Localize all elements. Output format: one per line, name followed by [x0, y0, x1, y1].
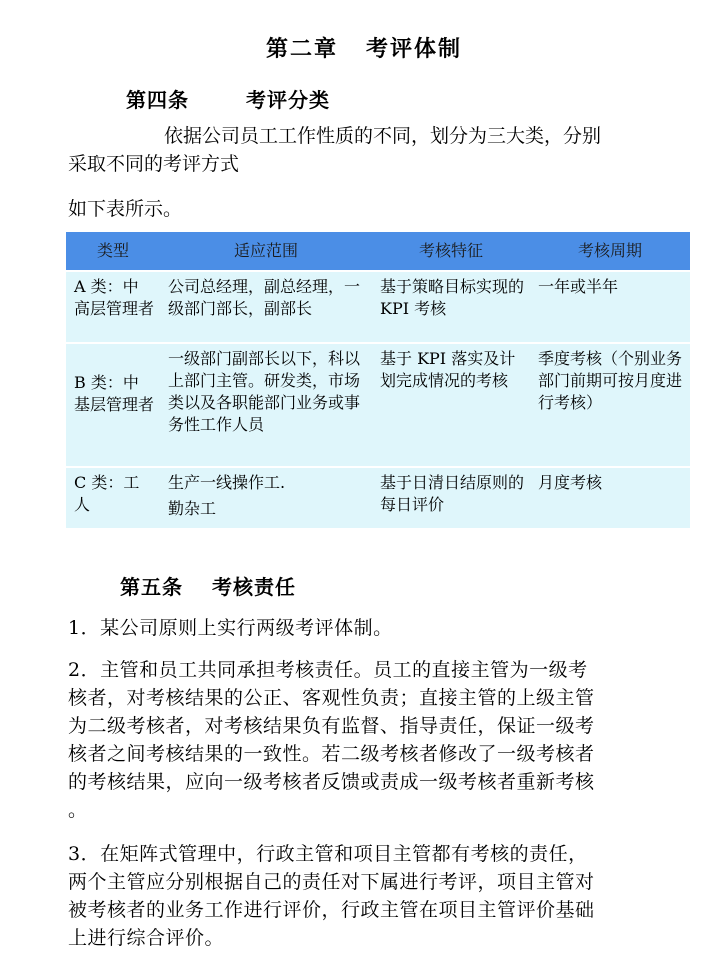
- cell-period: 一年或半年: [530, 271, 690, 343]
- article4-intro-line2: 采取不同的考评方式: [68, 153, 240, 175]
- article5-line: 核者，对考核结果的公正、客观性负责；直接主管的上级主管: [68, 687, 595, 709]
- cell-period: 季度考核（个别业务部门前期可按月度进行考核）: [530, 343, 690, 467]
- article5-line: 1．某公司原则上实行两级考评体制。: [68, 617, 393, 639]
- cell-scope: [160, 467, 372, 529]
- article5-line: 核者之间考核结果的一致性。若二级考核者修改了一级考核者: [68, 743, 595, 765]
- article5-line: 的考核结果，应向一级考核者反馈或责成一级考核者重新考核: [68, 771, 595, 793]
- article5-line: 。: [68, 799, 88, 821]
- header-period: 考核周期: [530, 232, 690, 271]
- article5-line: 上进行综合评价。: [68, 927, 225, 949]
- cell-feature: 基于 KPI 落实及计划完成情况的考核: [372, 343, 530, 467]
- article5-line: 为二级考核者，对考核结果负有监督、指导责任，保证一级考: [68, 715, 595, 737]
- cell-feature: 基于策略目标实现的 KPI 考核: [372, 271, 530, 343]
- cell-type-text: B 类：中基层管理者: [74, 373, 155, 414]
- table-row: [66, 467, 690, 529]
- cell-scope-line2: 勤杂工: [168, 499, 217, 518]
- header-scope: 适应范围: [160, 232, 372, 271]
- chapter-number: 第二章: [265, 36, 338, 62]
- cell-type: C 类：工人: [66, 467, 160, 529]
- cell-scope: 一级部门副部长以下，科以上部门主管。研发类，市场类以及各职能部门业务或事务性工作人员: [160, 343, 372, 467]
- table-header-row: [66, 232, 690, 271]
- article5-line: 2．主管和员工共同承担考核责任。员工的直接主管为一级考: [68, 659, 588, 681]
- cell-scope-line1: 生产一线操作工.: [168, 473, 286, 492]
- article4-intro-line1: 依据公司员工工作性质的不同，划分为三大类，分别: [164, 125, 602, 147]
- cell-type: [66, 343, 160, 467]
- article5-line: 3．在矩阵式管理中，行政主管和项目主管都有考核的责任，: [68, 843, 588, 865]
- article5-title: 考核责任: [212, 575, 296, 599]
- chapter-title: [0, 32, 728, 63]
- article4-heading: 第四条: [126, 88, 189, 112]
- cell-feature: 基于日清日结原则的每日评价: [372, 467, 530, 529]
- article5-line: 两个主管应分别根据自己的责任对下属进行考评，项目主管对: [68, 871, 595, 893]
- header-feature: 考核特征: [372, 232, 530, 271]
- table-row: [66, 343, 690, 467]
- cell-scope: 公司总经理，副总经理，一级部门部长，副部长: [160, 271, 372, 343]
- chapter-name: 考评体制: [366, 36, 463, 62]
- article4-intro-line3: 如下表所示。: [68, 198, 183, 220]
- classification-table: [66, 232, 690, 530]
- article5-line: 被考核者的业务工作进行评价，行政主管在项目主管评价基础: [68, 899, 595, 921]
- header-type: 类型: [66, 232, 160, 271]
- article4-title: 考评分类: [246, 88, 330, 112]
- cell-period: 月度考核: [530, 467, 690, 529]
- article5-heading: 第五条: [120, 575, 183, 599]
- cell-type: A 类：中高层管理者: [66, 271, 160, 343]
- table-row: [66, 271, 690, 343]
